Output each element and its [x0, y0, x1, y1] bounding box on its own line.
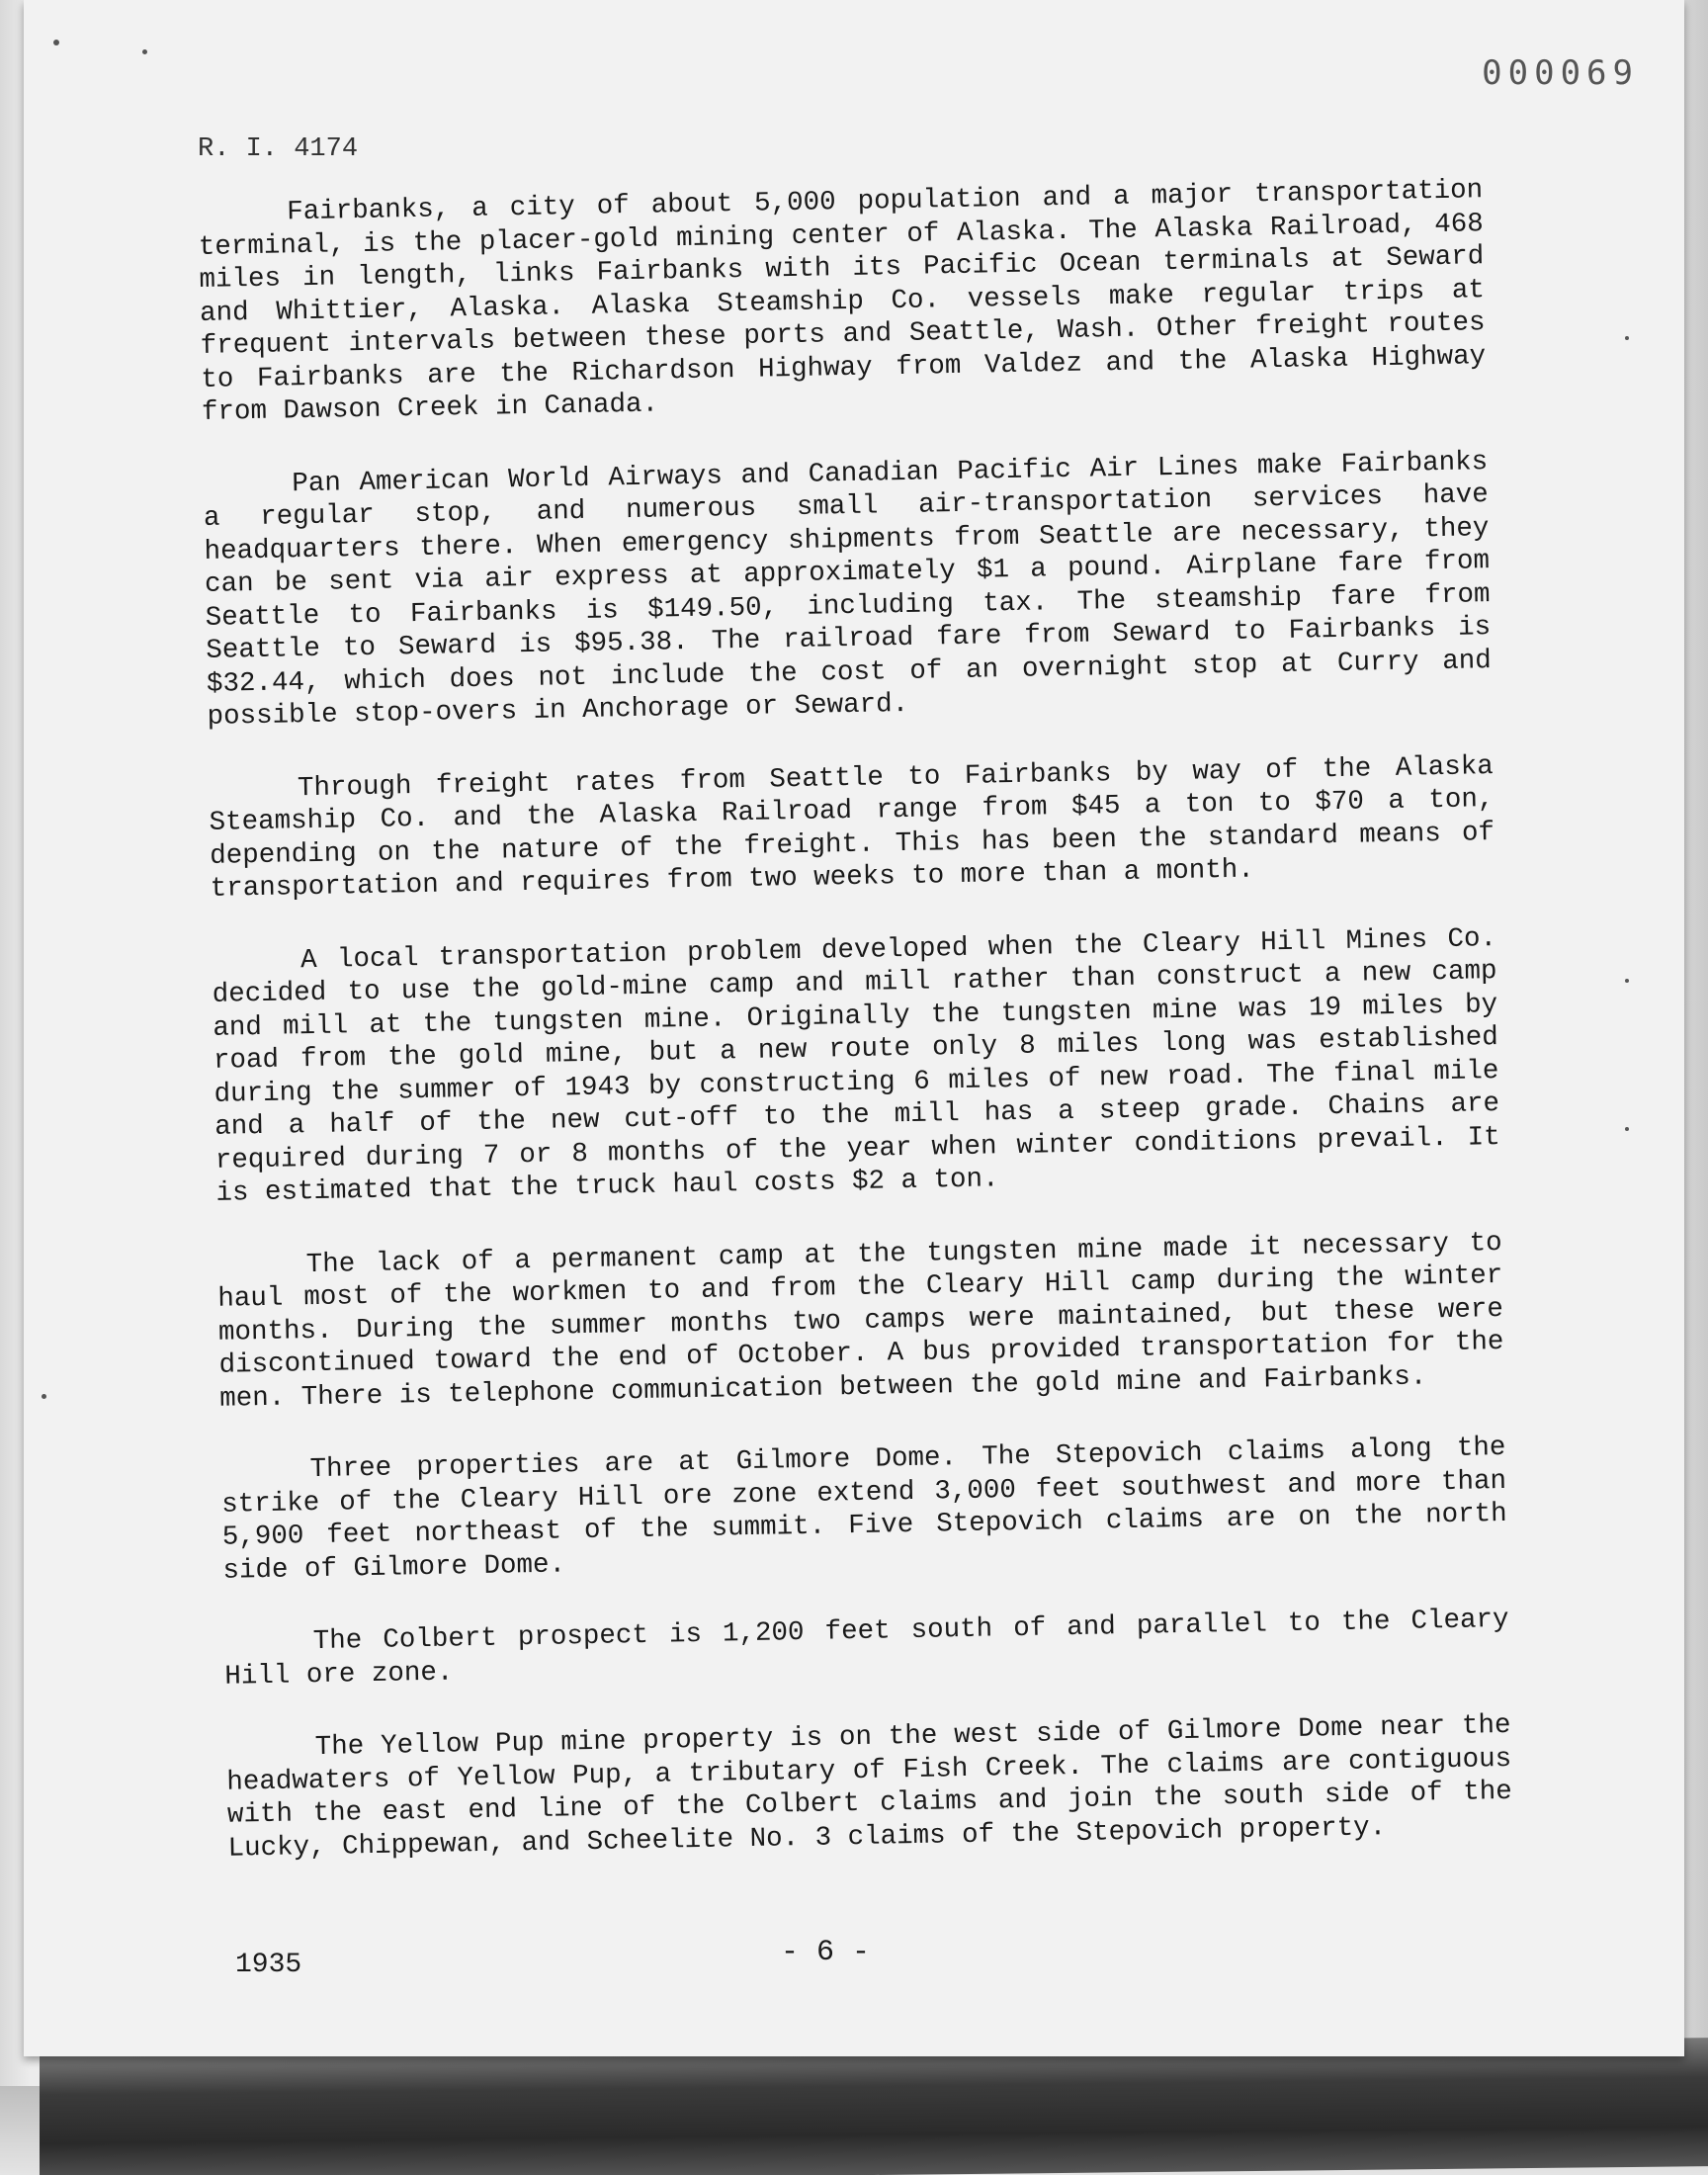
- paragraph-gilmore-dome: Three properties are at Gilmore Dome. The Stepovich claims along the strike of the Cleary Hill ore zone extend 3,000 feet southwest and more than 5,900 feet northeast of the summit. Five Stepovich claims are on the north side of Gilmore Dome.: [220, 1432, 1507, 1587]
- paragraph-air-transport: Pan American World Airways and Canadian Pacific Air Lines make Fairbanks a regular stop, and numerous small air-transportation services have headquarters there. When emergency shipments from Seattle are necessary, they can be sent via air express at approximately $1 a pound. Airplane fare from Seattle to Fairbanks is $149.50, including tax. The steamship fare from Seattle to Seward is $95.38. The railroad fare from Seward to Fairbanks is $32.44, which does not include the cost of an overnight stop at Curry and possible stop-overs in Anchorage or Seward.: [203, 446, 1493, 733]
- paragraph-workmen-camp: The lack of a permanent camp at the tungsten mine made it necessary to haul most of the workmen to and from the Cleary Hill camp during the winter months. During the summer months two camps were maintained, but these were discontinued toward the end of October. A bus provided transportation for the men. There is telephone communication between the gold mine and Fairbanks.: [217, 1227, 1504, 1415]
- document-body: [198, 174, 1513, 1905]
- scan-speck: [142, 49, 147, 54]
- paragraph-colbert-prospect: The Colbert prospect is 1,200 feet south of and parallel to the Cleary Hill ore zone.: [224, 1604, 1509, 1693]
- report-id: R. I. 4174: [198, 134, 359, 164]
- paragraph-local-transport: A local transportation problem developed when the Cleary Hill Mines Co. decided to use the gold-mine camp and mill rather than construct a new camp and mill at the tungsten mine. Originally the tungsten mine was 19 miles by road from the gold mine, but a new route only 8 miles long was established during the summer of 1943 by constructing 6 miles of new road. The final mile and a half of the new cut-off to the mill has a steep grade. Chains are required during 7 or 8 months of the year when winter conditions prevail. It is estimated that the truck haul costs $2 a ton.: [212, 922, 1500, 1209]
- scan-speck: [42, 1394, 46, 1399]
- paragraph-freight-rates: Through freight rates from Seattle to Fairbanks by way of the Alaska Steamship Co. and the Alaska Railroad range from $45 a ton to $70 a ton, depending on the nature of the freight. This has been the standard means of transportation and requires from two weeks to more than a month.: [209, 750, 1495, 905]
- paragraph-fairbanks: Fairbanks, a city of about 5,000 population and a major transportation terminal, is the placer-gold mining center of Alaska. The Alaska Railroad, 468 miles in length, links Fairbanks with its Pacific Ocean terminals at Seward and Whittier, Alaska. Alaska Steamship Co. vessels make regular trips at frequent intervals between these ports and Seattle, Wash. Other freight routes to Fairbanks are the Richardson Highway from Valdez and the Alaska Highway from Dawson Creek in Canada.: [198, 175, 1487, 428]
- page-bottom-shadow: [40, 2038, 1708, 2175]
- document-number: 000069: [1482, 53, 1639, 93]
- scan-speck: [53, 40, 59, 45]
- scan-speck: [1625, 336, 1629, 340]
- scan-speck: [1625, 1127, 1629, 1131]
- paragraph-yellow-pup: The Yellow Pup mine property is on the west side of Gilmore Dome near the headwaters of Yellow Pup, a tributary of Fish Creek. The claims are contiguous with the east end line of the Colbert claims and join the south side of the Lucky, Chippewan, and Scheelite No. 3 claims of the Stepovich property.: [226, 1709, 1513, 1865]
- scan-speck: [1625, 979, 1629, 983]
- footer-year: 1935: [235, 1950, 302, 1980]
- page-number: - 6 -: [781, 1936, 871, 1969]
